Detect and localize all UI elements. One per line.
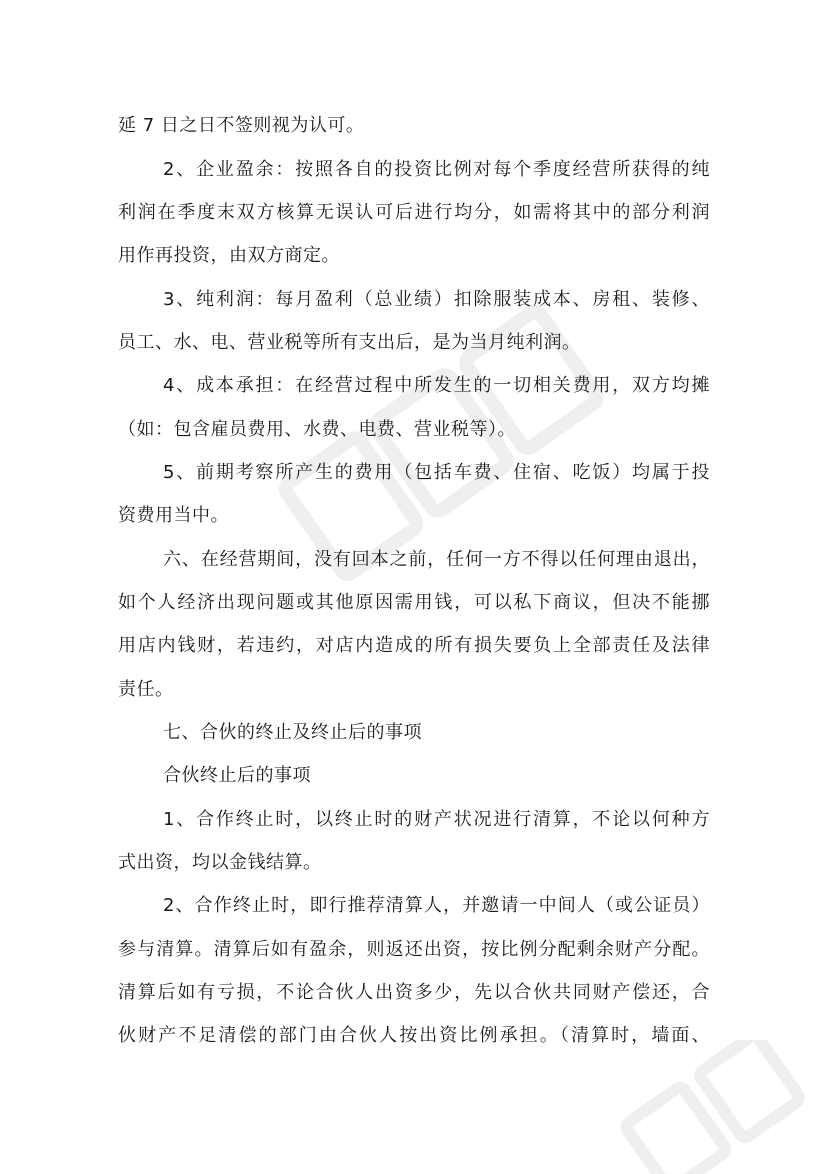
text-line: 利润在季度末双方核算无误认可后进行均分，如需将其中的部分利润 <box>118 202 710 223</box>
text-line: 式出资，均以金钱结算。 <box>118 852 322 873</box>
text-line: 资费用当中。 <box>118 505 229 526</box>
text-line: 2、合作终止时，即行推荐清算人，并邀请一中间人（或公证员） <box>163 895 710 916</box>
text-line: 用作再投资，由双方商定。 <box>118 245 340 266</box>
text-line: 5、前期考察所产生的费用（包括车费、住宿、吃饭）均属于投 <box>163 462 710 483</box>
text-line: 3、纯利润：每月盈利（总业绩）扣除服装成本、房租、装修、 <box>163 289 710 310</box>
section-heading: 七、合伙的终止及终止后的事项 <box>163 722 422 743</box>
text-line: 如个人经济出现问题或其他原因需用钱，可以私下商议，但决不能挪 <box>118 592 710 613</box>
text-line: 2、企业盈余：按照各自的投资比例对每个季度经营所获得的纯 <box>163 159 710 180</box>
subheading: 合伙终止后的事项 <box>163 765 311 786</box>
text-line: 清算后如有亏损，不论合伙人出资多少，先以合伙共同财产偿还，合 <box>118 982 710 1003</box>
text-line: 4、成本承担：在经营过程中所发生的一切相关费用，双方均摊 <box>163 375 710 396</box>
text-line: 伙财产不足清偿的部门由合伙人按出资比例承担。（清算时，墙面、 <box>118 1025 710 1046</box>
text-line: 用店内钱财，若违约，对店内造成的所有损失要负上全部责任及法律 <box>118 635 710 656</box>
text-line: 责任。 <box>118 679 174 700</box>
text-line: 六、在经营期间，没有回本之前，任何一方不得以任何理由退出， <box>163 549 710 570</box>
text-line: 延 7 日之日不签则视为认可。 <box>118 115 365 136</box>
text-line: 参与清算。清算后如有盈余，则返还出资，按比例分配剩余财产分配。 <box>118 939 710 960</box>
watermark-icon <box>600 1040 830 1174</box>
text-line: （如：包含雇员费用、水费、电费、营业税等）。 <box>118 419 516 440</box>
text-line: 1、合作终止时，以终止时的财产状况进行清算，不论以何种方 <box>163 809 710 830</box>
text-line: 员工、水、电、营业税等所有支出后，是为当月纯利润。 <box>118 332 581 353</box>
